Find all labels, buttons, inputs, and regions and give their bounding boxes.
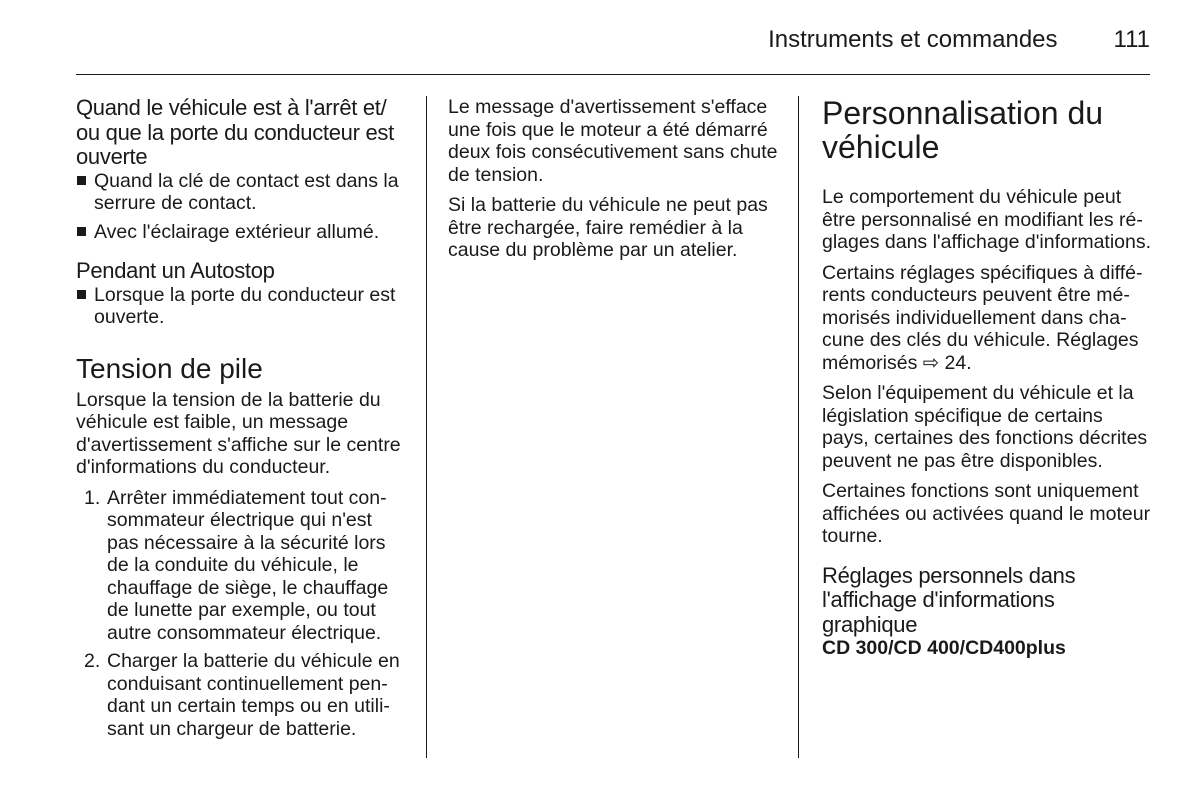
step-number: 2. [84, 650, 101, 672]
bullet-marker [77, 290, 86, 299]
heading-personnalisation: Personnalisation du véhicule [822, 95, 1104, 165]
header-rule [76, 74, 1150, 75]
list-item [76, 170, 406, 215]
step-text: Arrêter immédiatement tout consommateur électrique qui n'est pas nécessaire à la sécurité lors de la conduite du véhicule, le chauffage de siège, le chauffage de lunette par exemple, ou tout autre consommateur électrique. [107, 486, 389, 644]
bullet-text: Quand la clé de contact est dans la serrure de contact. [94, 169, 399, 214]
step-item [76, 650, 406, 740]
perso-paragraph-1: Le comportement du véhicule peut être personnalisé en modifiant les réglages dans l'affichage d'informations. [822, 186, 1152, 253]
heading-tension: Tension de pile [76, 352, 263, 384]
battery-repair-paragraph: Si la batterie du véhicule ne peut pas être rechargée, faire remédier à la cause du problème par un atelier. [448, 194, 768, 261]
heading-reglages: Réglages personnels dans l'affichage d'informations graphique [822, 562, 1076, 637]
perso-paragraph-2: Certains réglages spécifiques à différents conducteurs peuvent être mémorisés individuellement dans chacune des clés du véhicule. Réglages mémorisés ⇨ 24. [822, 261, 1143, 374]
steps-list [76, 487, 406, 741]
tension-intro: Lorsque la tension de la batterie du véhicule est faible, un message d'avertissement s'affiche sur le centre d'informations du conducteur. [76, 388, 401, 478]
running-header [768, 26, 1150, 54]
bullet-text: Lorsque la porte du conducteur est ouverte. [94, 283, 396, 328]
autostop-bullet-list [76, 284, 406, 329]
list-item [76, 221, 406, 244]
step-number: 1. [84, 486, 101, 509]
step-text: Charger la batterie du véhicule en conduisant continuellement pendant un certain temps ou en utilisant un chargeur de batterie. [107, 650, 400, 740]
bullet-text: Avec l'éclairage extérieur allumé. [94, 220, 380, 243]
column-1 [76, 96, 406, 746]
column-divider-1 [426, 96, 427, 758]
list-item [76, 284, 406, 329]
heading-stopped: Quand le véhicule est à l'arrêt et/ ou que la porte du conducteur est ouverte [76, 95, 394, 169]
bullet-marker [77, 227, 86, 236]
column-3 [822, 96, 1152, 661]
column-divider-2 [798, 96, 799, 758]
bullet-marker [77, 176, 86, 185]
page-number: 111 [1113, 26, 1150, 53]
models-subheading: CD 300/CD 400/CD400plus [822, 637, 1066, 659]
section-title: Instruments et commandes [768, 26, 1058, 53]
perso-paragraph-4: Certaines fonctions sont uniquement affichées ou activées quand le moteur tourne. [822, 480, 1151, 547]
step-item [76, 487, 406, 645]
heading-autostop: Pendant un Autostop [76, 258, 275, 283]
warning-clear-paragraph: Le message d'avertissement s'efface une fois que le moteur a été démarré deux fois consécutivement sans chute de tension. [448, 96, 778, 186]
column-2 [448, 96, 778, 270]
perso-paragraph-3: Selon l'équipement du véhicule et la législation spécifique de certains pays, certaines des fonctions décrites peuvent ne pas être disponibles. [822, 382, 1148, 472]
stopped-bullet-list [76, 170, 406, 244]
